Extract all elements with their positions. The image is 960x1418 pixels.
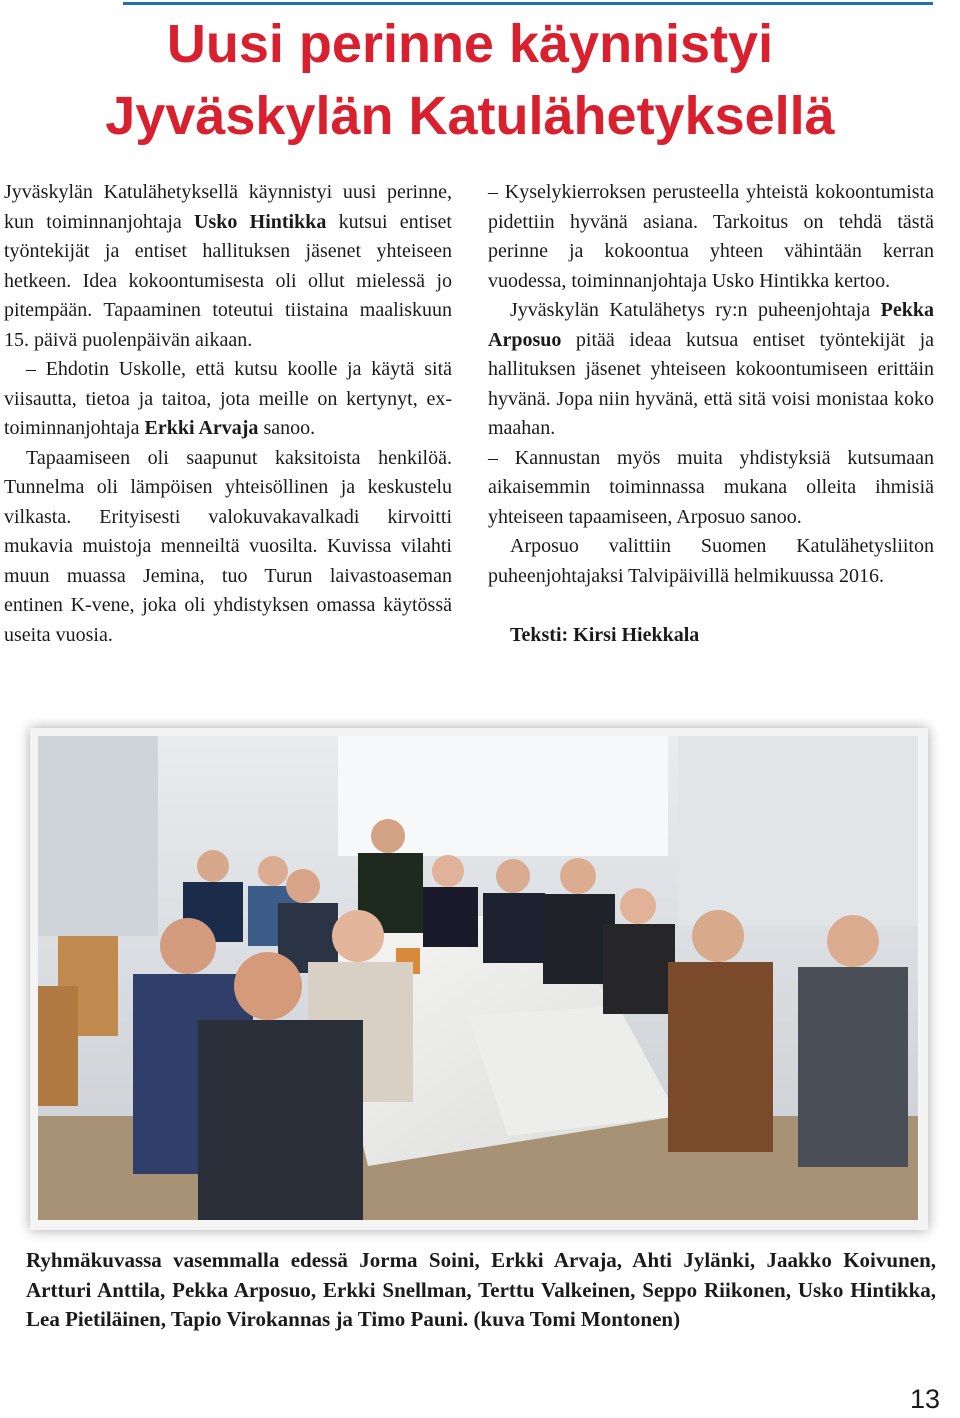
title-line-2: Jyväskylän Katulähetyksellä bbox=[105, 86, 835, 146]
paragraph bbox=[4, 178, 452, 355]
paragraph: Tapaamiseen oli saapunut kaksitoista henkilöä. Tunnelma oli lämpöisen yhteisöllinen ja keskustelu vilkasta. Erityisesti valokuvakavalkadi kirvoitti mukavia muistoja menneiltä vuosilta. Kuvissa vilahti muun muassa Jemina, tuo Turun laivastoaseman entinen K-vene, joka oli yhdistyksen omassa käytössä useita vuosia. bbox=[4, 446, 452, 646]
group-photo bbox=[38, 736, 918, 1220]
top-rule bbox=[123, 2, 933, 5]
page-number: 13 bbox=[909, 1384, 940, 1414]
article-title bbox=[0, 8, 940, 152]
text: – Ehdotin Uskolle, että kutsu koolle ja käytä sitä viisautta, tietoa ja taitoa, jota meille on kertynyt, ex-toiminnanjohtaja bbox=[4, 358, 452, 439]
photo-caption: Ryhmäkuvassa vasemmalla edessä Jorma Soini, Erkki Arvaja, Ahti Jylänki, Jaakko Koivunen, Artturi Anttila, Pekka Arposuo, Erkki Snellman, Terttu Valkeinen, Seppo Riikonen, Usko Hintikka, Lea Pietiläinen, Tapio Virokannas ja Timo Pauni. (kuva Tomi Montonen) bbox=[26, 1248, 936, 1331]
text: kutsui entiset työntekijät ja entiset hallituksen jäsenet yhteiseen hetkeen. Idea kokoontumisesta oli ollut mielessä jo pitempään. Tapaaminen toteutui tiistaina maaliskuun 15. päivä puolenpäivän aikaan. bbox=[4, 210, 452, 351]
text: Jyväskylän Katulähetys ry:n puheenjohtaja bbox=[510, 299, 881, 321]
text: pitää ideaa kutsua entiset työntekijät ja hallituksen jäsenet yhteiseen kokoontumiseen erittäin hyvänä. Jopa niin hyvänä, että sitä voisi monistaa koko maahan. bbox=[488, 328, 934, 439]
byline: Teksti: Kirsi Hiekkala bbox=[510, 624, 700, 646]
person-name: Pekka Arposuo bbox=[488, 299, 934, 351]
text: Jyväskylän Katulähetyksellä käynnistyi uusi perinne, kun toiminnanjohtaja bbox=[4, 181, 452, 233]
paragraph: Arposuo valittiin Suomen Katulähetysliiton puheenjohtajaksi Talvipäivillä helmikuussa 2016. bbox=[488, 535, 934, 587]
paragraph: – Kannustan myös muita yhdistyksiä kutsumaan aikaisemmin toiminnassa mukana olleita ihmisiä yhteiseen tapaamiseen, Arposuo sanoo. bbox=[488, 446, 934, 528]
paragraph bbox=[4, 355, 452, 444]
paragraph bbox=[488, 296, 934, 444]
right-column bbox=[488, 178, 934, 651]
paragraph: – Kyselykierroksen perusteella yhteistä kokoontumista pidettiin hyvänä asiana. Tarkoitus on tehdä tästä perinne ja kokoontua yhteen vähintään kerran vuodessa, toiminnanjohtaja Usko Hintikka kertoo. bbox=[488, 181, 934, 292]
person-name: Erkki Arvaja bbox=[144, 417, 259, 439]
title-line-1: Uusi perinne käynnistyi bbox=[166, 14, 774, 74]
text: sanoo. bbox=[258, 417, 316, 439]
left-column bbox=[4, 178, 452, 650]
group-photo-frame bbox=[30, 728, 928, 1230]
person-name: Usko Hintikka bbox=[194, 210, 327, 233]
